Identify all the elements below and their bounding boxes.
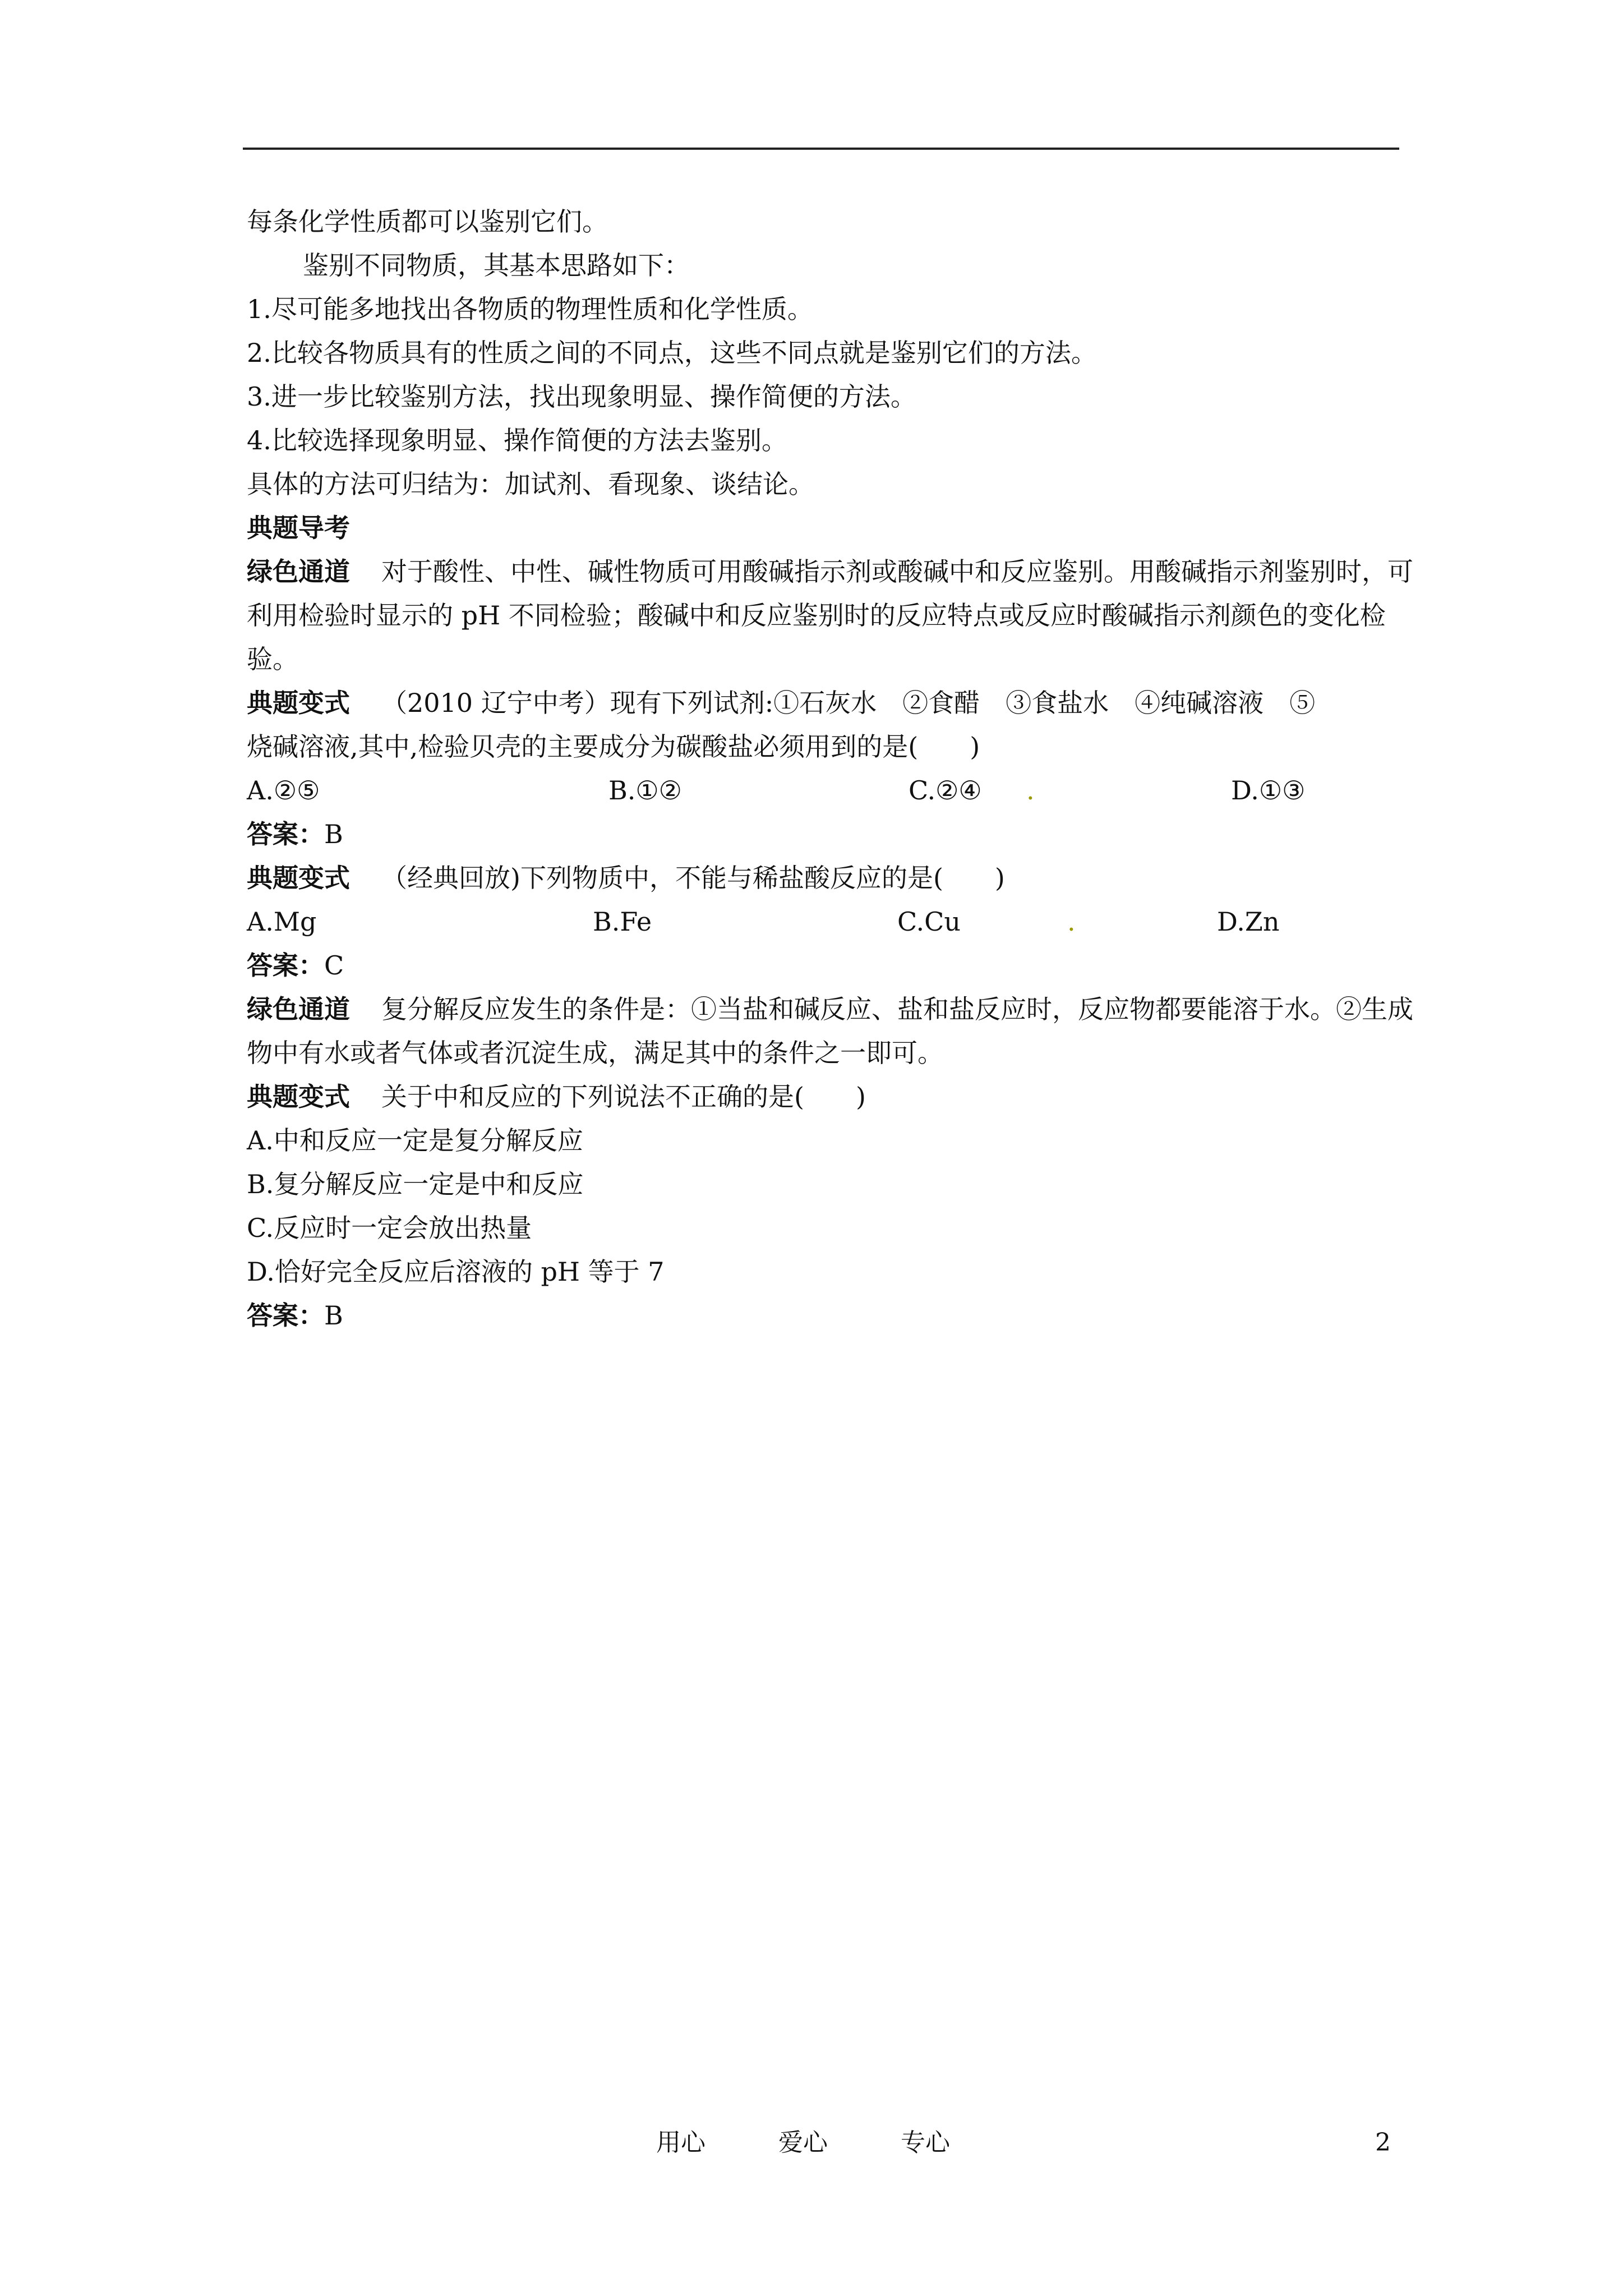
question-1-stem — [247, 681, 1413, 725]
step-item: 3.进一步比较鉴别方法，找出现象明显、操作简便的方法。 — [247, 381, 916, 412]
question-3-stem — [247, 1075, 1413, 1119]
motto-word: 爱心 — [778, 2128, 828, 2157]
question-1-options — [247, 769, 1413, 812]
option-d: D.恰好完全反应后溶液的 pH 等于 7 — [247, 1257, 665, 1287]
answer-value: C — [324, 950, 344, 981]
option-a: A.Mg — [247, 907, 317, 937]
answer-value: B — [324, 1300, 343, 1331]
question-stem-line: （2010 辽宁中考）现有下列试剂:①石灰水 ②食醋 ③食盐水 ④纯碱溶液 ⑤ — [381, 688, 1316, 718]
green-channel-text: 复分解反应发生的条件是：①当盐和碱反应、盐和盐反应时，反应物都要能溶于水。②生成物中有水或者气体或者沉淀生成，满足其中的条件之一即可。 — [247, 994, 1413, 1068]
page-number: 2 — [1375, 2128, 1391, 2157]
header-rule — [243, 148, 1399, 150]
green-channel-1 — [247, 550, 1413, 681]
section-title: 典题导考 — [247, 513, 350, 543]
question-stem-line: （经典回放)下列物质中，不能与稀盐酸反应的是( ) — [381, 863, 1005, 893]
question-2-stem — [247, 856, 1413, 900]
option-b: B.复分解反应一定是中和反应 — [247, 1169, 584, 1199]
step-item: 4.比较选择现象明显、操作简便的方法去鉴别。 — [247, 425, 787, 455]
answer-1 — [247, 812, 1413, 856]
footer-motto — [656, 2126, 1023, 2160]
question-stem-line: 关于中和反应的下列说法不正确的是( ) — [381, 1082, 866, 1112]
answer-2 — [247, 944, 1413, 987]
question-label: 典题变式 — [247, 863, 350, 893]
answer-label: 答案： — [247, 950, 324, 981]
answer-label: 答案： — [247, 1300, 324, 1331]
intro-line: 每条化学性质都可以鉴别它们。 — [247, 206, 608, 237]
question-2-options — [247, 900, 1413, 944]
option-b: B.Fe — [593, 907, 652, 937]
option-c: C.Cu — [897, 907, 961, 937]
answer-3 — [247, 1294, 1413, 1337]
stray-dot: . — [1026, 775, 1035, 806]
green-channel-label: 绿色通道 — [247, 556, 350, 587]
option-a: A.②⑤ — [247, 775, 320, 806]
option-c: C.反应时一定会放出热量 — [247, 1213, 532, 1243]
motto-word: 专心 — [901, 2128, 950, 2157]
intro-heading: 鉴别不同物质，其基本思路如下： — [303, 250, 690, 280]
option-d: D.Zn — [1217, 907, 1280, 937]
question-label: 典题变式 — [247, 1082, 350, 1112]
step-item: 1.尽可能多地找出各物质的物理性质和化学性质。 — [247, 294, 813, 324]
option-d: D.①③ — [1231, 775, 1306, 806]
stray-dot: . — [1067, 907, 1076, 937]
question-1-stem-cont: 烧碱溶液,其中,检验贝壳的主要成分为碳酸盐必须用到的是( ) — [247, 731, 980, 762]
motto-word: 用心 — [656, 2128, 706, 2157]
answer-label: 答案： — [247, 819, 324, 849]
green-channel-text: 对于酸性、中性、碱性物质可用酸碱指示剂或酸碱中和反应鉴别。用酸碱指示剂鉴别时，可利用检验时显示的 pH 不同检验；酸碱中和反应鉴别时的反应特点或反应时酸碱指示剂颜色的变化检验。 — [247, 556, 1413, 674]
option-c: C.②④ — [909, 775, 982, 806]
option-b: B.①② — [608, 775, 682, 806]
green-channel-2 — [247, 987, 1413, 1075]
step-item: 2.比较各物质具有的性质之间的不同点，这些不同点就是鉴别它们的方法。 — [247, 338, 1097, 368]
green-channel-label: 绿色通道 — [247, 994, 350, 1024]
answer-value: B — [324, 819, 343, 849]
question-label: 典题变式 — [247, 688, 350, 718]
option-a: A.中和反应一定是复分解反应 — [247, 1125, 583, 1156]
method-summary: 具体的方法可归结为：加试剂、看现象、谈结论。 — [247, 469, 814, 499]
document-body — [247, 200, 1413, 1337]
